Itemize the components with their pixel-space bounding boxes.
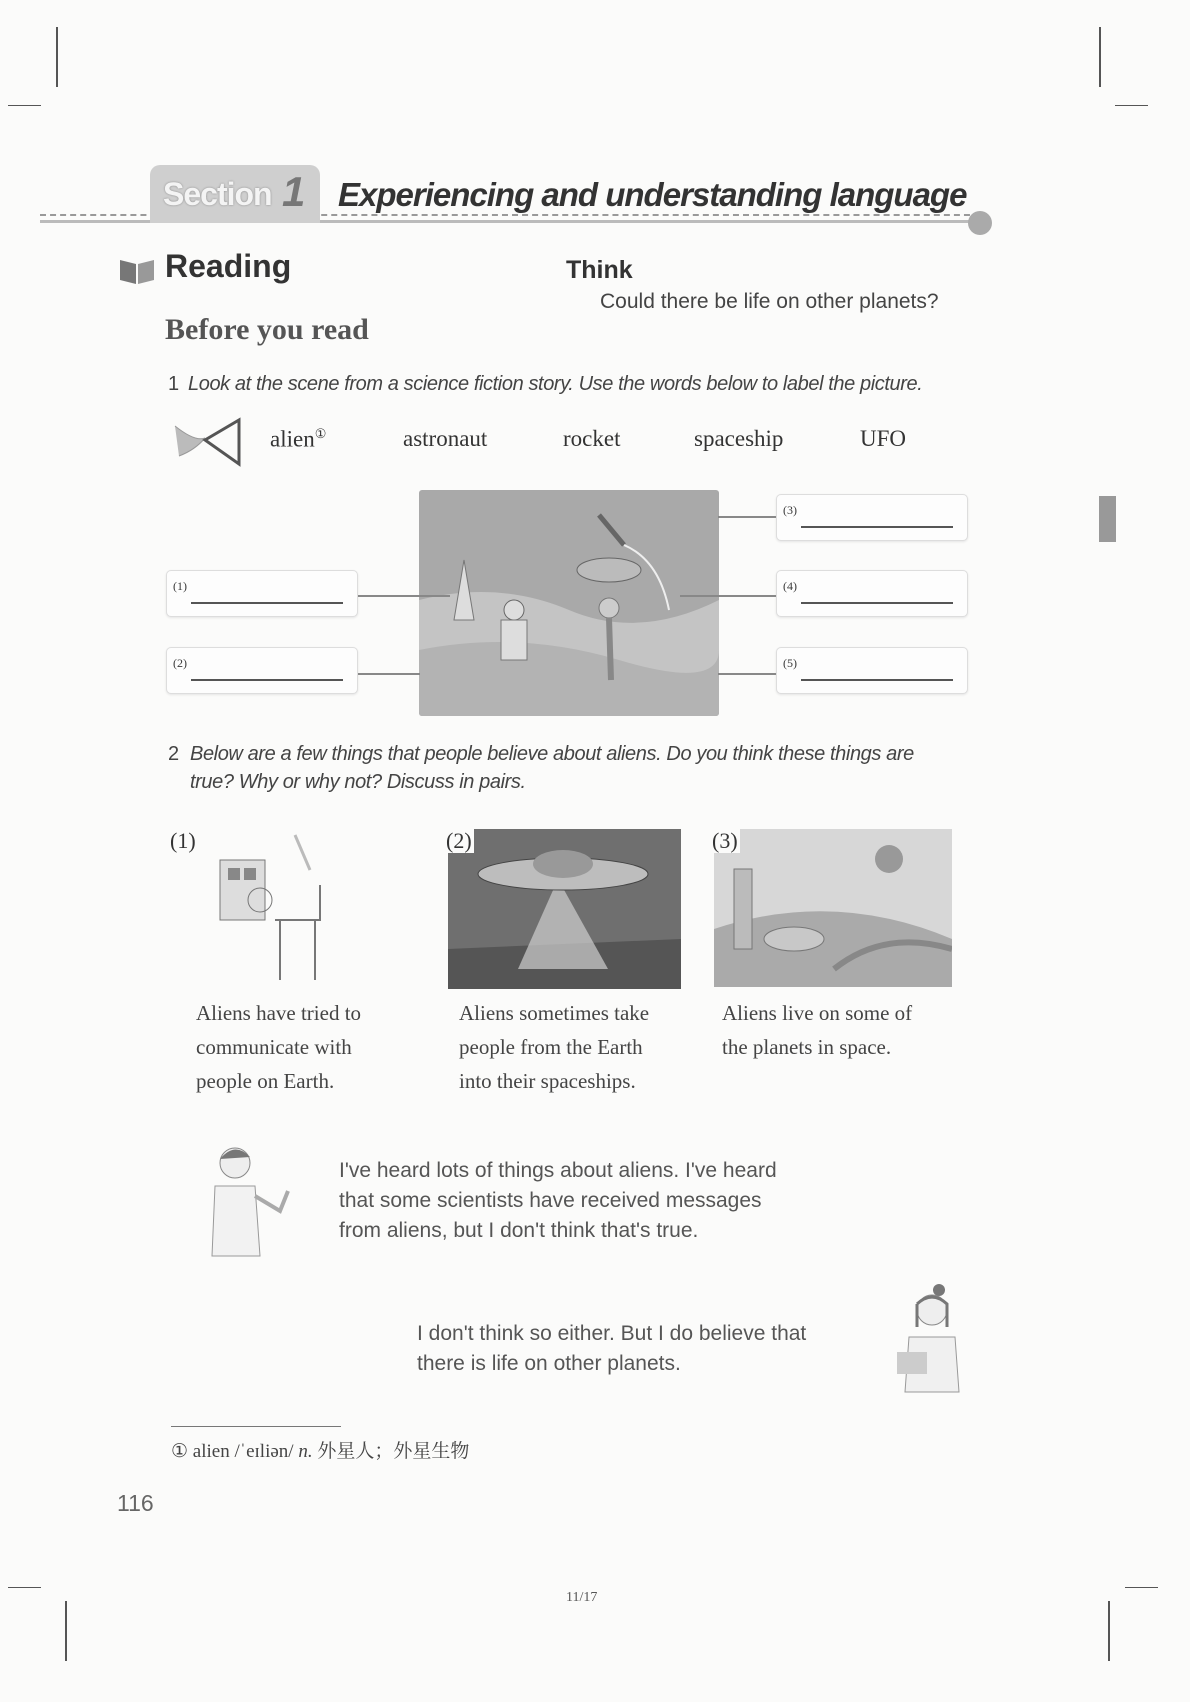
crop-mark (1125, 1587, 1158, 1588)
label-number: (4) (783, 579, 797, 593)
item-2-caption (459, 996, 649, 1098)
reading-heading: Reading (165, 248, 292, 284)
speech-line: from aliens, but I don't think that's true. (339, 1219, 699, 1242)
ufo-abduction-image (448, 829, 681, 989)
crop-mark (65, 1601, 67, 1661)
task2-instruction-line1: Below are a few things that people believe about aliens. Do you think these things are (190, 743, 914, 765)
crop-mark (1115, 105, 1148, 106)
girl-speech (417, 1319, 806, 1379)
caption-line: Aliens have tried to (196, 1001, 362, 1025)
crop-mark (8, 105, 41, 106)
label-number: (2) (173, 656, 187, 670)
section-label: Section (163, 176, 272, 212)
caption-line: people on Earth. (196, 1069, 335, 1093)
boy-speech (339, 1156, 777, 1246)
caption-line: the planets in space. (722, 1035, 892, 1059)
word-box-icon (165, 412, 245, 473)
connector-line (718, 516, 776, 518)
caption-line: Aliens sometimes take (459, 1001, 650, 1025)
caption-line: people from the Earth (459, 1035, 643, 1059)
chapter-tab (1099, 496, 1116, 542)
label-box-3[interactable] (776, 494, 968, 541)
speech-line: I don't think so either. But I do believe that (417, 1322, 807, 1345)
caption-line: communicate with (196, 1035, 352, 1059)
word-spaceship: spaceship (694, 426, 784, 451)
book-icon (118, 256, 156, 291)
caption-line: into their spaceships. (459, 1069, 636, 1093)
label-number: (3) (783, 503, 797, 517)
word-astronaut: astronaut (403, 426, 488, 451)
label-number: (1) (173, 579, 187, 593)
crop-mark (56, 27, 58, 87)
crop-mark (1108, 1601, 1110, 1661)
before-you-read-heading: Before you read (165, 313, 369, 346)
answer-blank (191, 602, 343, 604)
girl-illustration (887, 1282, 967, 1402)
connector-line (358, 673, 420, 675)
speech-line: that some scientists have received messages (339, 1189, 762, 1212)
connector-line (358, 595, 450, 597)
connector-line (718, 673, 776, 675)
speech-line: I've heard lots of things about aliens. I've heard (339, 1159, 777, 1182)
footnote-meaning: 外星人；外星生物 (317, 1441, 470, 1462)
footnote-rule (171, 1426, 341, 1427)
word-text: alien (270, 426, 315, 452)
label-number: (5) (783, 656, 797, 670)
answer-blank (801, 526, 953, 528)
think-heading: Think (566, 256, 633, 284)
footnote-marker: ① (314, 426, 327, 441)
item-1-caption (196, 996, 361, 1098)
scifi-scene-image (419, 490, 719, 716)
answer-blank (191, 679, 343, 681)
boy-illustration (200, 1141, 305, 1266)
footnote-marker: ① (171, 1441, 189, 1462)
label-box-5[interactable] (776, 647, 968, 694)
label-box-4[interactable] (776, 570, 968, 617)
page-number: 116 (117, 1490, 154, 1516)
footnote (171, 1436, 469, 1463)
label-box-2[interactable] (166, 647, 358, 694)
item-3-label: (3) (712, 828, 738, 853)
footnote-word: alien /ˈeɪliən/ (192, 1441, 294, 1462)
section-title: Experiencing and understanding language (338, 176, 967, 213)
crop-mark (8, 1587, 41, 1588)
alien-planet-city-image (714, 829, 952, 987)
section-rule-dot (968, 211, 992, 235)
item-1-label: (1) (170, 828, 196, 853)
task1-number: 1 (168, 373, 179, 395)
footnote-pos: n. (298, 1441, 313, 1462)
label-box-1[interactable] (166, 570, 358, 617)
answer-blank (801, 679, 953, 681)
caption-line: Aliens live on some of (722, 1001, 913, 1025)
alien-communication-image (200, 830, 330, 988)
task1-instruction: Look at the scene from a science fiction story. Use the words below to label the picture. (188, 373, 923, 395)
task2-instruction-line2: true? Why or why not? Discuss in pairs. (190, 771, 526, 793)
word-alien (270, 426, 326, 453)
word-rocket: rocket (563, 426, 621, 451)
word-ufo: UFO (860, 426, 907, 451)
item-2-label: (2) (446, 828, 472, 853)
item-3-caption (722, 996, 912, 1064)
think-question: Could there be life on other planets? (600, 290, 939, 313)
crop-mark (1099, 27, 1101, 87)
pdf-page-indicator: 11/17 (566, 1590, 598, 1605)
speech-line: there is life on other planets. (417, 1352, 681, 1375)
connector-line (680, 595, 776, 597)
section-number: 1 (282, 168, 306, 215)
task2-number: 2 (168, 743, 179, 765)
answer-blank (801, 602, 953, 604)
